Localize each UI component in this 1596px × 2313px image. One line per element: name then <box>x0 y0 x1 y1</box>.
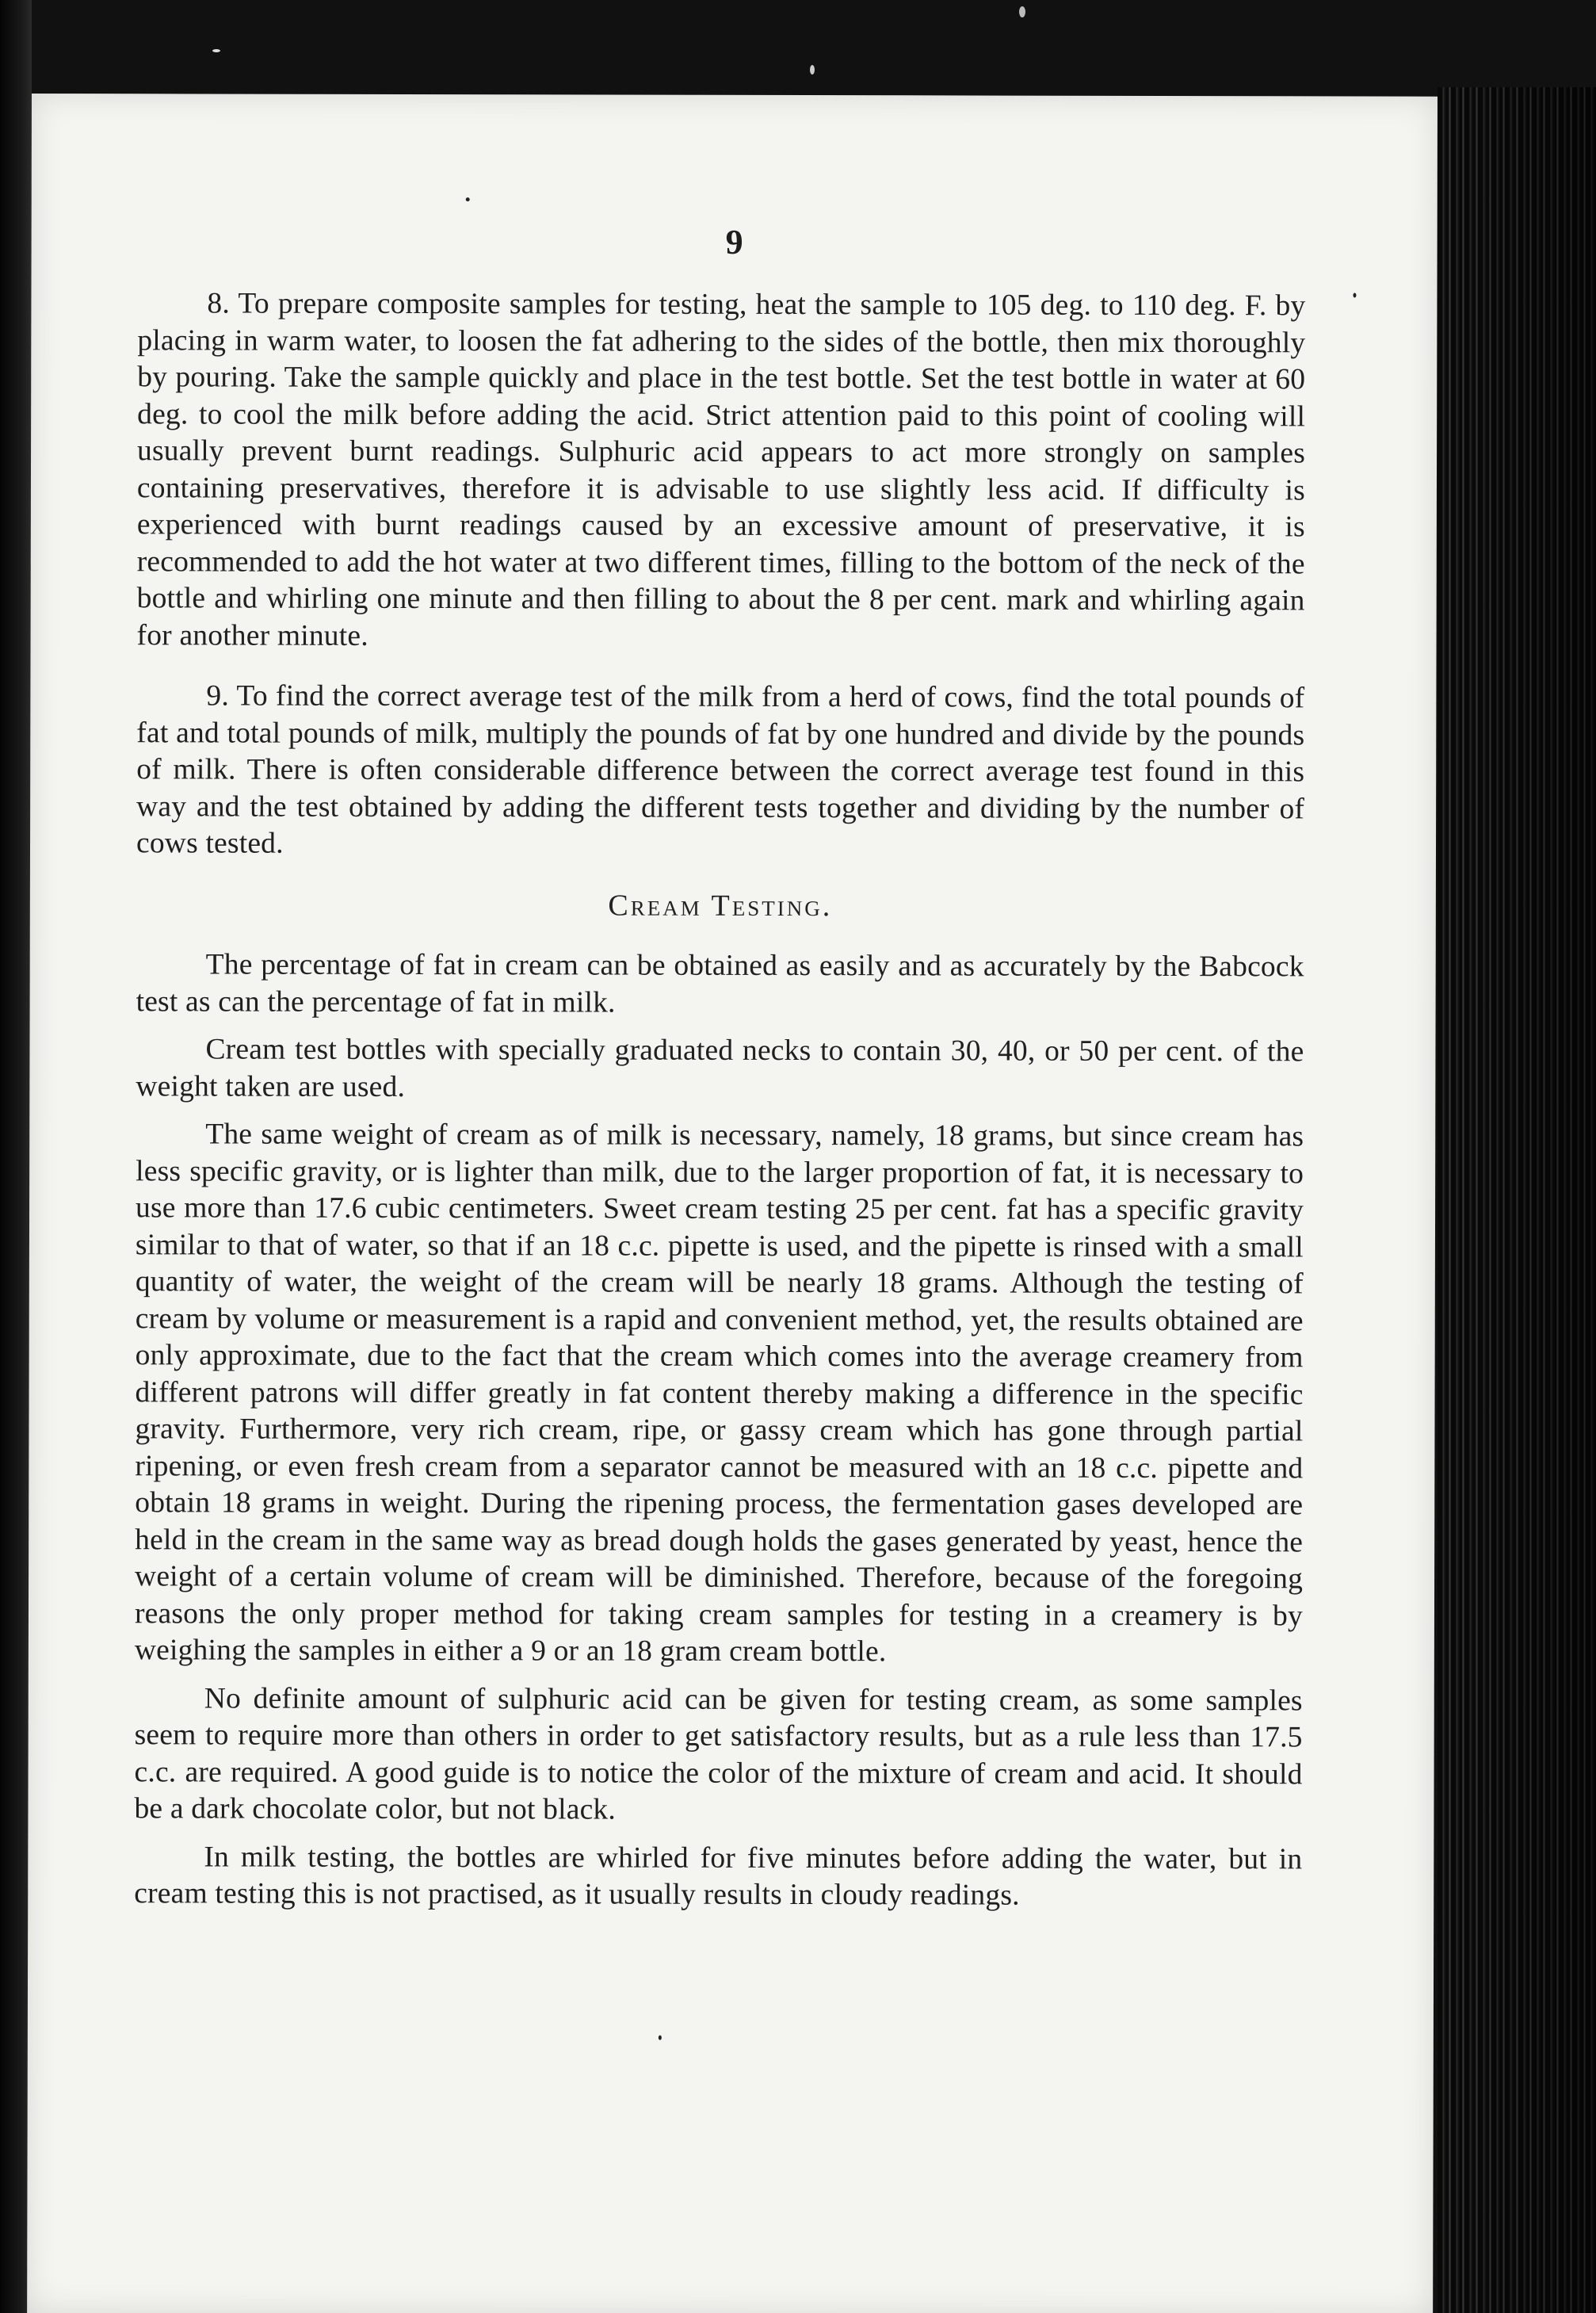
paragraph-item-8: 8. To prepare composite samples for testing, heat the sample to 105 deg. to 110 deg. F. by placing in warm water, to loosen the fat adhering to the sides of the bottle, then mix thoroughly by pouring. Take the sample quickly and place in the test bottle. Set the test bottle in water at 60 deg. to cool the milk before adding the acid. Strict attention paid to this point of cooling will usually prevent burnt readings. Sulphuric acid appears to act more strongly on samples containing preservatives, therefore it is advisable to use slightly less acid. If difficulty is experienced with burnt readings caused by an excessive amount of preservative, it is recommended to add the hot water at two different times, filling to the bottom of the neck of the bottle and whirling one minute and then filling to about the 8 per cent. mark and whirling again for another minute. <box>136 287 1306 652</box>
book-page <box>27 94 1438 2313</box>
paragraph: Cream test bottles with specially graduated necks to contain 30, 40, or 50 per cent. of the weight taken are used. <box>136 1033 1304 1103</box>
dust-speck <box>1019 6 1025 17</box>
scan-left-edge <box>0 0 32 2313</box>
dust-speck <box>810 65 815 75</box>
section-heading: Cream Testing. <box>608 889 833 923</box>
paragraph: In milk testing, the bottles are whirled for five minutes before adding the water, but in cream testing this is not practised, as it usually results in cloudy readings. <box>134 1840 1303 1912</box>
body-text <box>134 285 1305 1915</box>
paragraph: The percentage of fat in cream can be obtained as easily and as accurately by the Babcock test as can the percentage of fat in milk. <box>136 948 1304 1019</box>
book-edge-shade <box>1438 87 1596 2313</box>
page-number: 9 <box>725 222 743 262</box>
dust-speck <box>212 49 220 52</box>
paragraph: The same weight of cream as of milk is necessary, namely, 18 grams, but since cream has less specific gravity, or is lighter than milk, due to the larger proportion of fat, it is necessary to use more than 17.6 cubic centimeters. Sweet cream testing 25 per cent. fat has a specific gravity similar to that of water, so that if an 18 c.c. pipette is used, and the pipette is rinsed with a small quantity of water, the weight of the cream will be nearly 18 grams. Although the testing of cream by volume or measurement is a rapid and convenient method, yet, the results obtained are only approximate, due to the fact that the cream which comes into the average creamery from different patrons will differ greatly in fat content thereby making a difference in the specific gravity. Furthermore, very rich cream, ripe, or gassy cream which has gone through partial ripening, or even fresh cream from a separator cannot be measured with an 18 c.c. pipette and obtain 18 grams in weight. During the ripening process, the fermentation gases developed are held in the cream in the same way as bread dough holds the gases generated by yeast, hence the weight of a certain volume of cream will be diminished. Therefore, because of the foregoing reasons the only proper method for taking cream samples for testing in a creamery is by weighing the samples in either a 9 or an 18 gram cream bottle. <box>134 1118 1304 1669</box>
paragraph: No definite amount of sulphuric acid can be given for testing cream, as some samples seem to require more than others in order to get satisfactory results, but as a rule less than 17.5 c.c. are required. A good guide is to notice the color of the mixture of cream and acid. It should be a dark chocolate color, but not black. <box>134 1681 1303 1826</box>
dust-speck <box>659 2036 662 2040</box>
dust-speck <box>466 197 470 201</box>
paragraph-item-9: 9. To find the correct average test of the milk from a herd of cows, find the total pounds of fat and total pounds of milk, multiply the pounds of fat by one hundred and divide by the pounds of milk. There is often considerable difference between the correct average test found in this way and the test obtained by adding the different tests together and dividing by the number of cows tested. <box>136 679 1305 860</box>
dust-speck <box>1353 292 1356 297</box>
